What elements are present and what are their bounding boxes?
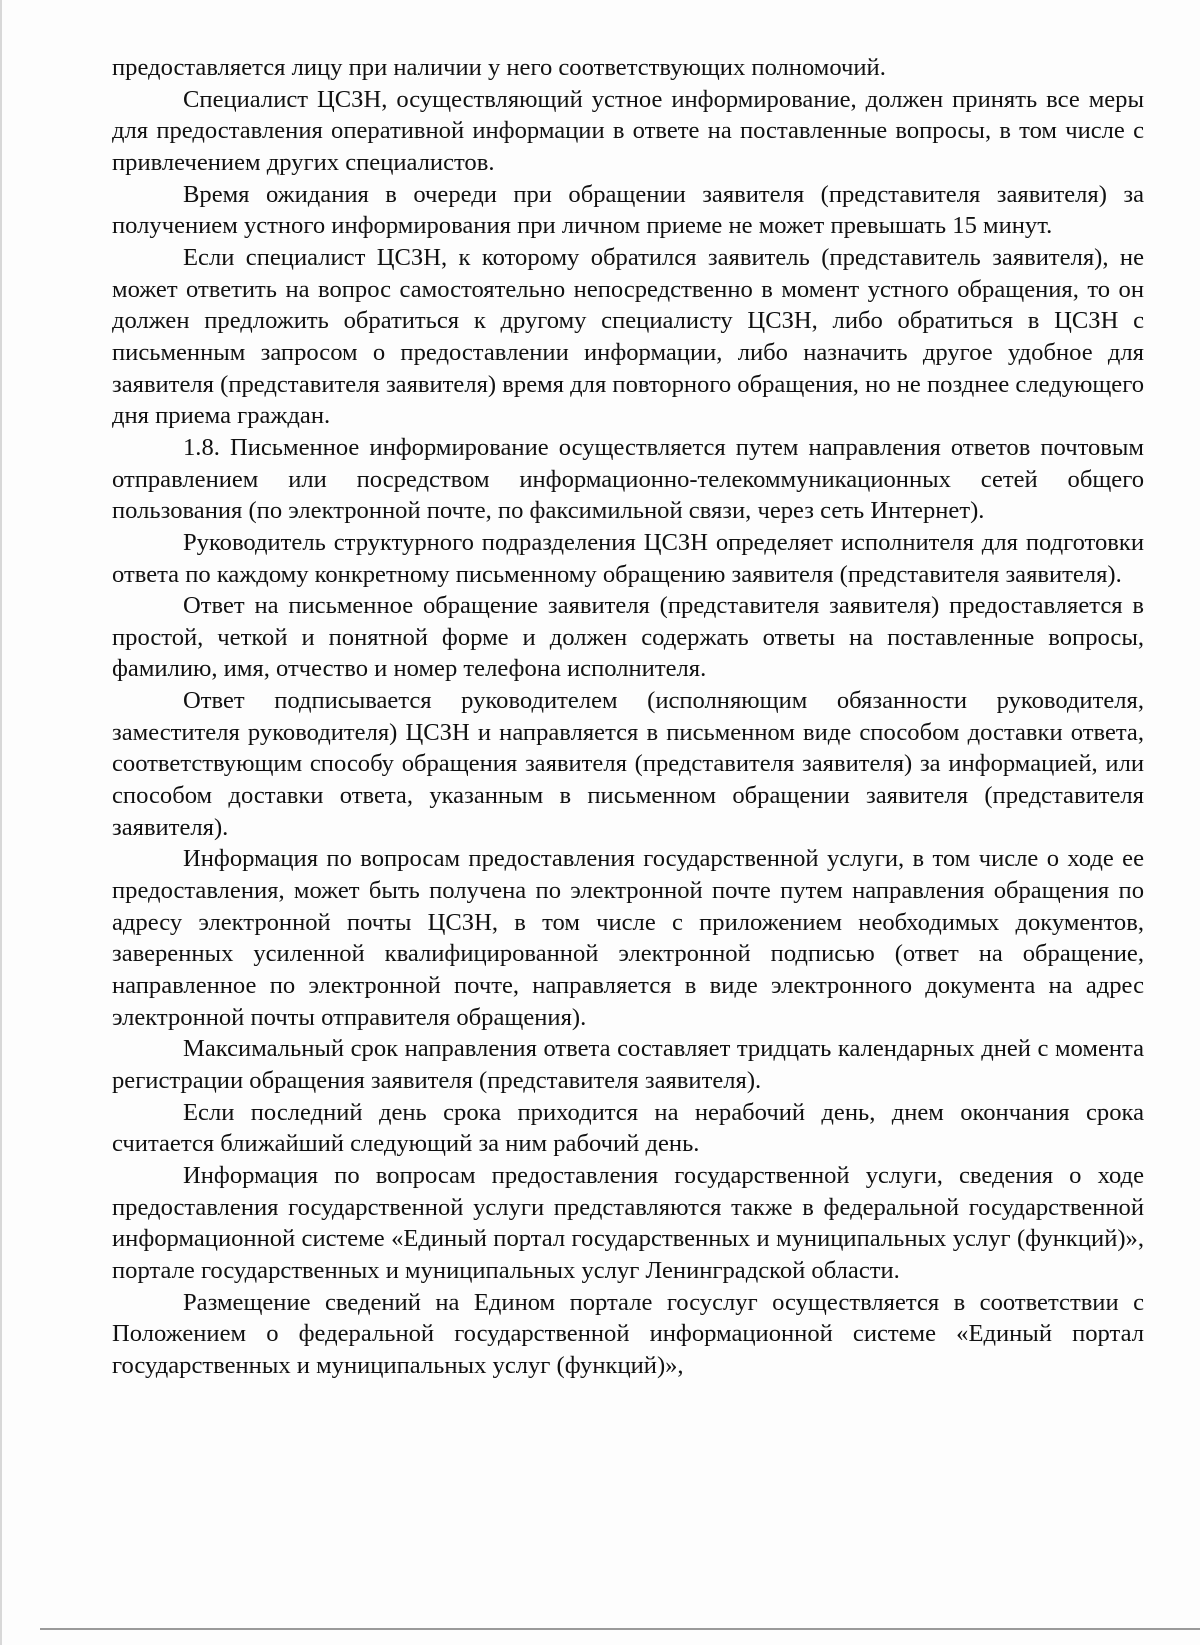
paragraph-8: Ответ подписывается руководителем (исполняющим обязанности руководителя, заместителя руководителя) ЦСЗН и направляется в письменном виде способом доставки ответа, соответствующим способу обращения заявителя (представителя заявителя) за информацией, или способом доставки ответа, указанным в письменном обращении заявителя (представителя заявителя). [112, 687, 1144, 841]
paragraph-12: Информация по вопросам предоставления государственной услуги, сведения о ходе предоставления государственной услуги представляются также в федеральной государственной информационной системе «Единый портал государственных и муниципальных услуг (функций)», портале государственных и муниципальных услуг Ленинградской области. [112, 1161, 1144, 1284]
paragraph-10: Максимальный срок направления ответа составляет тридцать календарных дней с момента регистрации обращения заявителя (представителя заявителя). [112, 1035, 1144, 1094]
paragraph-11: Если последний день срока приходится на нерабочий день, днем окончания срока считается ближайший следующий за ним рабочий день. [112, 1098, 1144, 1158]
paragraph-4: Если специалист ЦСЗН, к которому обратился заявитель (представитель заявителя), не может ответить на вопрос самостоятельно непосредственно в момент устного обращения, то он должен предложить обратиться к другому специалисту ЦСЗН, либо обратиться в ЦСЗН с письменным запросом о предоставлении информации, либо назначить другое удобное для заявителя (представителя заявителя) время для повторного обращения, но не позднее следующего дня приема граждан. [112, 243, 1144, 430]
paragraph-7: Ответ на письменное обращение заявителя (представителя заявителя) предоставляется в простой, четкой и понятной форме и должен содержать ответы на поставленные вопросы, фамилию, имя, отчество и номер телефона исполнителя. [112, 592, 1144, 683]
scan-edge-left [0, 0, 2, 1645]
paragraph-3: Время ожидания в очереди при обращении заявителя (представителя заявителя) за получением устного информирования при личном приеме не может превышать 15 минут. [112, 180, 1144, 240]
paragraph-13: Размещение сведений на Едином портале госуслуг осуществляется в соответствии с Положением о федеральной государственной информационной системе «Единый портал государственных и муниципальных услуг (функций)», [112, 1288, 1144, 1379]
paragraph-2: Специалист ЦСЗН, осуществляющий устное информирование, должен принять все меры для предоставления оперативной информации в ответе на поставленные вопросы, в том числе с привлечением других специалистов. [112, 85, 1144, 176]
document-body [112, 52, 1144, 1382]
paragraph-5: 1.8. Письменное информирование осуществляется путем направления ответов почтовым отправлением или посредством информационно-телекоммуникационных сетей общего пользования (по электронной почте, по факсимильной связи, через сеть Интернет). [112, 433, 1144, 525]
paragraph-9: Информация по вопросам предоставления государственной услуги, в том числе о ходе ее предоставления, может быть получена по электронной почте путем направления обращения по адресу электронной почты ЦСЗН, в том числе с приложением необходимых документов, заверенных усиленной квалифицированной электронной подписью (ответ на обращение, направленное по электронной почте, направляется в виде электронного документа на адрес электронной почты отправителя обращения). [112, 845, 1144, 1031]
paragraph-1: предоставляется лицу при наличии у него соответствующих полномочий. [112, 54, 886, 81]
scan-edge-bottom [40, 1628, 1200, 1630]
paragraph-6: Руководитель структурного подразделения ЦСЗН определяет исполнителя для подготовки ответа по каждому конкретному письменному обращению заявителя (представителя заявителя). [112, 528, 1144, 588]
